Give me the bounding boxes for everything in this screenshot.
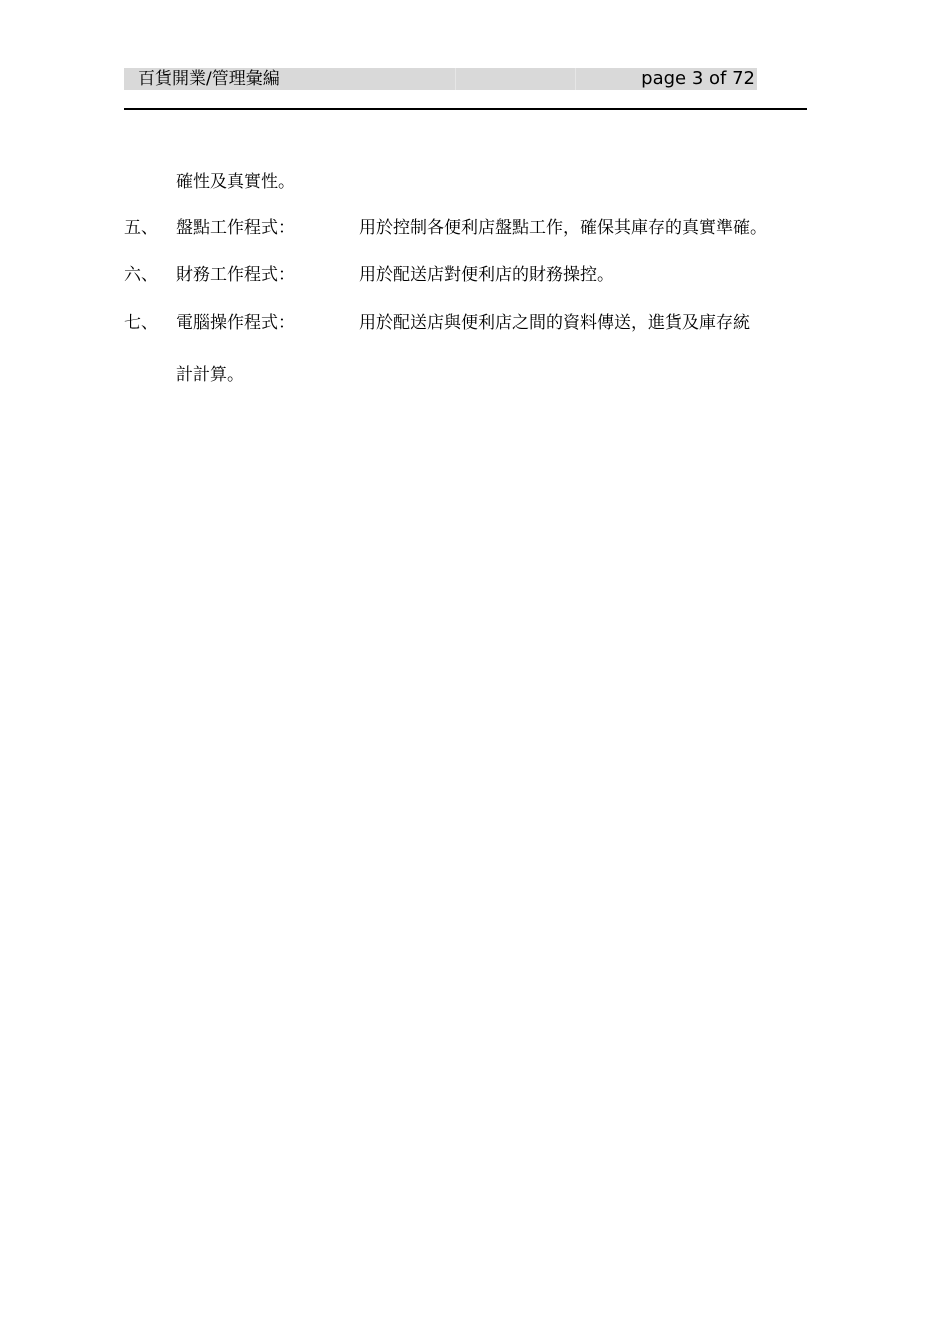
item-label: 盤點工作程式： — [176, 218, 295, 238]
item-number: 五、 — [124, 218, 158, 238]
header-cell-divider — [455, 68, 456, 90]
page-number: page 3 of 72 — [641, 68, 755, 89]
item-label: 電腦操作程式： — [176, 313, 295, 333]
continuation-text: 確性及真實性。 — [176, 172, 295, 192]
header-rule — [124, 108, 807, 110]
item-description: 用於配送店對便利店的財務操控。 — [359, 265, 614, 285]
item-description: 用於配送店與便利店之間的資料傳送，進貨及庫存統 — [359, 313, 750, 333]
item-number: 六、 — [124, 265, 158, 285]
item-label: 財務工作程式： — [176, 265, 295, 285]
item-number: 七、 — [124, 313, 158, 333]
document-title: 百貨開業/管理彙編 — [138, 69, 280, 89]
item-description: 用於控制各便利店盤點工作，確保其庫存的真實準確。 — [359, 218, 767, 238]
item-continuation: 計計算。 — [176, 365, 244, 385]
